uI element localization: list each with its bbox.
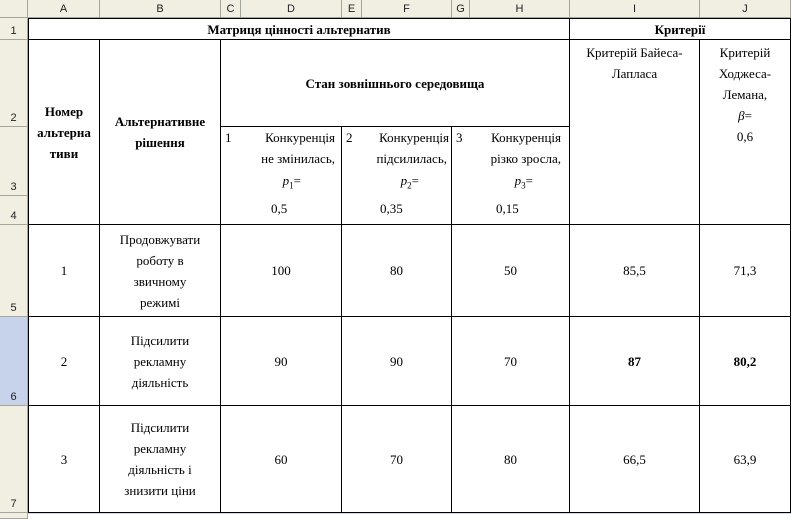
alt-number-header-cell[interactable]: [28, 40, 100, 225]
alt-1-decision-line: роботу в: [136, 252, 184, 268]
alt-3-decision-line: Підсилити: [130, 420, 190, 435]
row-header-5[interactable]: 5: [0, 225, 28, 317]
alt-1-value-1[interactable]: [221, 225, 342, 317]
value-text: 70: [390, 451, 403, 467]
beta-label: β=: [738, 108, 752, 123]
alt-1-hodges[interactable]: [700, 225, 791, 317]
row-header-4[interactable]: 4: [0, 196, 28, 225]
value-text: 87: [628, 353, 641, 369]
alt-3-number-text: 3: [60, 451, 68, 467]
alt-1-decision-line: режимі: [139, 294, 181, 310]
row-header-1[interactable]: 1: [0, 18, 28, 40]
matrix-title-cell[interactable]: [28, 18, 570, 40]
value-text: 70: [504, 353, 517, 369]
alt-3-value-1[interactable]: [221, 406, 342, 513]
beta-value: 0,6: [736, 129, 754, 144]
state-2-prob-label: $p_2=$: [400, 173, 419, 191]
alt-1-decision-line: Продовжувати: [119, 231, 201, 247]
alt-3-decision-line: діяльність і: [128, 462, 192, 477]
column-header-c[interactable]: C: [221, 0, 241, 18]
alt-number-header-line: Номер: [44, 103, 84, 119]
value-text: 60: [274, 451, 288, 467]
hodges-header-cell[interactable]: [700, 40, 791, 225]
state-1-prob-label: $p_1=$: [282, 173, 301, 191]
value-text: 80: [504, 451, 517, 467]
state-3-prob-label: $p_3=$: [514, 173, 533, 191]
state-1-cell[interactable]: [221, 127, 342, 225]
value-text: 66,5: [623, 451, 646, 467]
value-text: 80: [390, 263, 403, 278]
value-text: 100: [271, 263, 291, 278]
criteria-title-cell[interactable]: [570, 18, 791, 40]
alt-number-header-line: альтерна: [37, 124, 91, 140]
hodges-header-line: Лемана,: [722, 87, 768, 102]
hodges-header-line: Ходжеса-: [718, 66, 772, 81]
value-text: 90: [274, 353, 288, 369]
alt-number-header-line: тиви: [49, 145, 79, 161]
column-header-e[interactable]: E: [342, 0, 362, 18]
bayes-header-cell[interactable]: [570, 40, 700, 225]
state-2-number: 2: [346, 130, 353, 145]
state-3-cell[interactable]: [452, 127, 570, 225]
env-state-header-cell[interactable]: [221, 40, 570, 127]
alt-2-hodges[interactable]: [700, 317, 791, 406]
alt-decision-header-line: рішення: [135, 135, 185, 150]
value-text: 63,9: [733, 451, 757, 467]
alt-2-value-3[interactable]: [452, 317, 570, 406]
env-state-header: Стан зовнішнього середовища: [305, 75, 485, 91]
state-1-line1: Конкуренція: [265, 130, 335, 145]
alt-1-value-3[interactable]: [452, 225, 570, 317]
state-1-prob: 0,5: [271, 201, 288, 216]
column-header-d[interactable]: D: [241, 0, 342, 18]
state-1-number: 1: [225, 130, 232, 145]
alt-1-bayes[interactable]: [570, 225, 700, 317]
alt-3-bayes[interactable]: [570, 406, 700, 513]
row-header-6[interactable]: 6: [0, 317, 28, 406]
alt-3-number[interactable]: [28, 406, 100, 513]
select-all-corner[interactable]: [0, 0, 28, 18]
alt-2-number[interactable]: [28, 317, 100, 406]
column-header-a[interactable]: A: [28, 0, 100, 18]
state-1-line2: не змінилась,: [261, 151, 335, 166]
state-2-line1: Конкуренція: [379, 130, 449, 145]
alt-3-hodges[interactable]: [700, 406, 791, 513]
state-3-line1: Конкуренція: [491, 130, 561, 145]
state-3-line2: різко зросла,: [490, 151, 561, 166]
alt-decision-header-cell[interactable]: [100, 40, 221, 225]
bayes-header-line: Лапласа: [611, 66, 658, 81]
value-text: 80,2: [733, 353, 757, 369]
alt-2-value-1[interactable]: [221, 317, 342, 406]
alt-3-decision[interactable]: [100, 406, 221, 513]
column-header-i[interactable]: I: [570, 0, 700, 18]
alt-1-decision-line: звичному: [133, 273, 187, 289]
state-2-line2: підсилилась,: [376, 151, 447, 166]
row-header-7[interactable]: 7: [0, 406, 28, 513]
column-header-f[interactable]: F: [362, 0, 452, 18]
alt-2-decision-line: діяльність: [131, 374, 189, 390]
alt-1-number[interactable]: [28, 225, 100, 317]
criteria-title: Критерії: [654, 21, 706, 37]
value-text: 90: [390, 353, 403, 369]
row-header-2[interactable]: 2: [0, 40, 28, 127]
value-text: 85,5: [623, 263, 646, 278]
state-2-prob: 0,35: [380, 201, 403, 216]
alt-3-decision-line: рекламну: [133, 441, 187, 456]
gridline: [28, 513, 791, 514]
alt-3-value-3[interactable]: [452, 406, 570, 513]
alt-2-bayes[interactable]: [570, 317, 700, 406]
alt-1-number-text: 1: [60, 263, 68, 278]
column-header-h[interactable]: H: [470, 0, 570, 18]
alt-2-decision-line: Підсилити: [130, 332, 190, 348]
alt-3-decision-line: знизити ціни: [124, 483, 196, 498]
alt-2-number-text: 2: [60, 353, 68, 369]
state-3-prob: 0,15: [496, 201, 519, 216]
alt-1-value-2[interactable]: [342, 225, 452, 317]
state-2-cell[interactable]: [342, 127, 452, 225]
state-3-number: 3: [456, 130, 463, 145]
column-header-j[interactable]: J: [700, 0, 791, 18]
alt-2-decision[interactable]: [100, 317, 221, 406]
column-header-b[interactable]: B: [100, 0, 221, 18]
alt-1-decision[interactable]: [100, 225, 221, 317]
alt-2-value-2[interactable]: [342, 317, 452, 406]
alt-decision-header-line: Альтернативне: [114, 114, 206, 129]
value-text: 71,3: [733, 263, 757, 278]
row-header-8[interactable]: [0, 513, 28, 519]
value-text: 50: [504, 263, 517, 278]
alt-2-decision-line: рекламну: [133, 353, 187, 369]
bayes-header-line: Критерій Байеса-: [586, 45, 683, 60]
hodges-header-line: Критерій: [719, 45, 771, 60]
alt-3-value-2[interactable]: [342, 406, 452, 513]
matrix-title: Матриця цінності альтернатив: [207, 21, 391, 37]
column-header-g[interactable]: G: [452, 0, 470, 18]
row-header-3[interactable]: 3: [0, 127, 28, 196]
